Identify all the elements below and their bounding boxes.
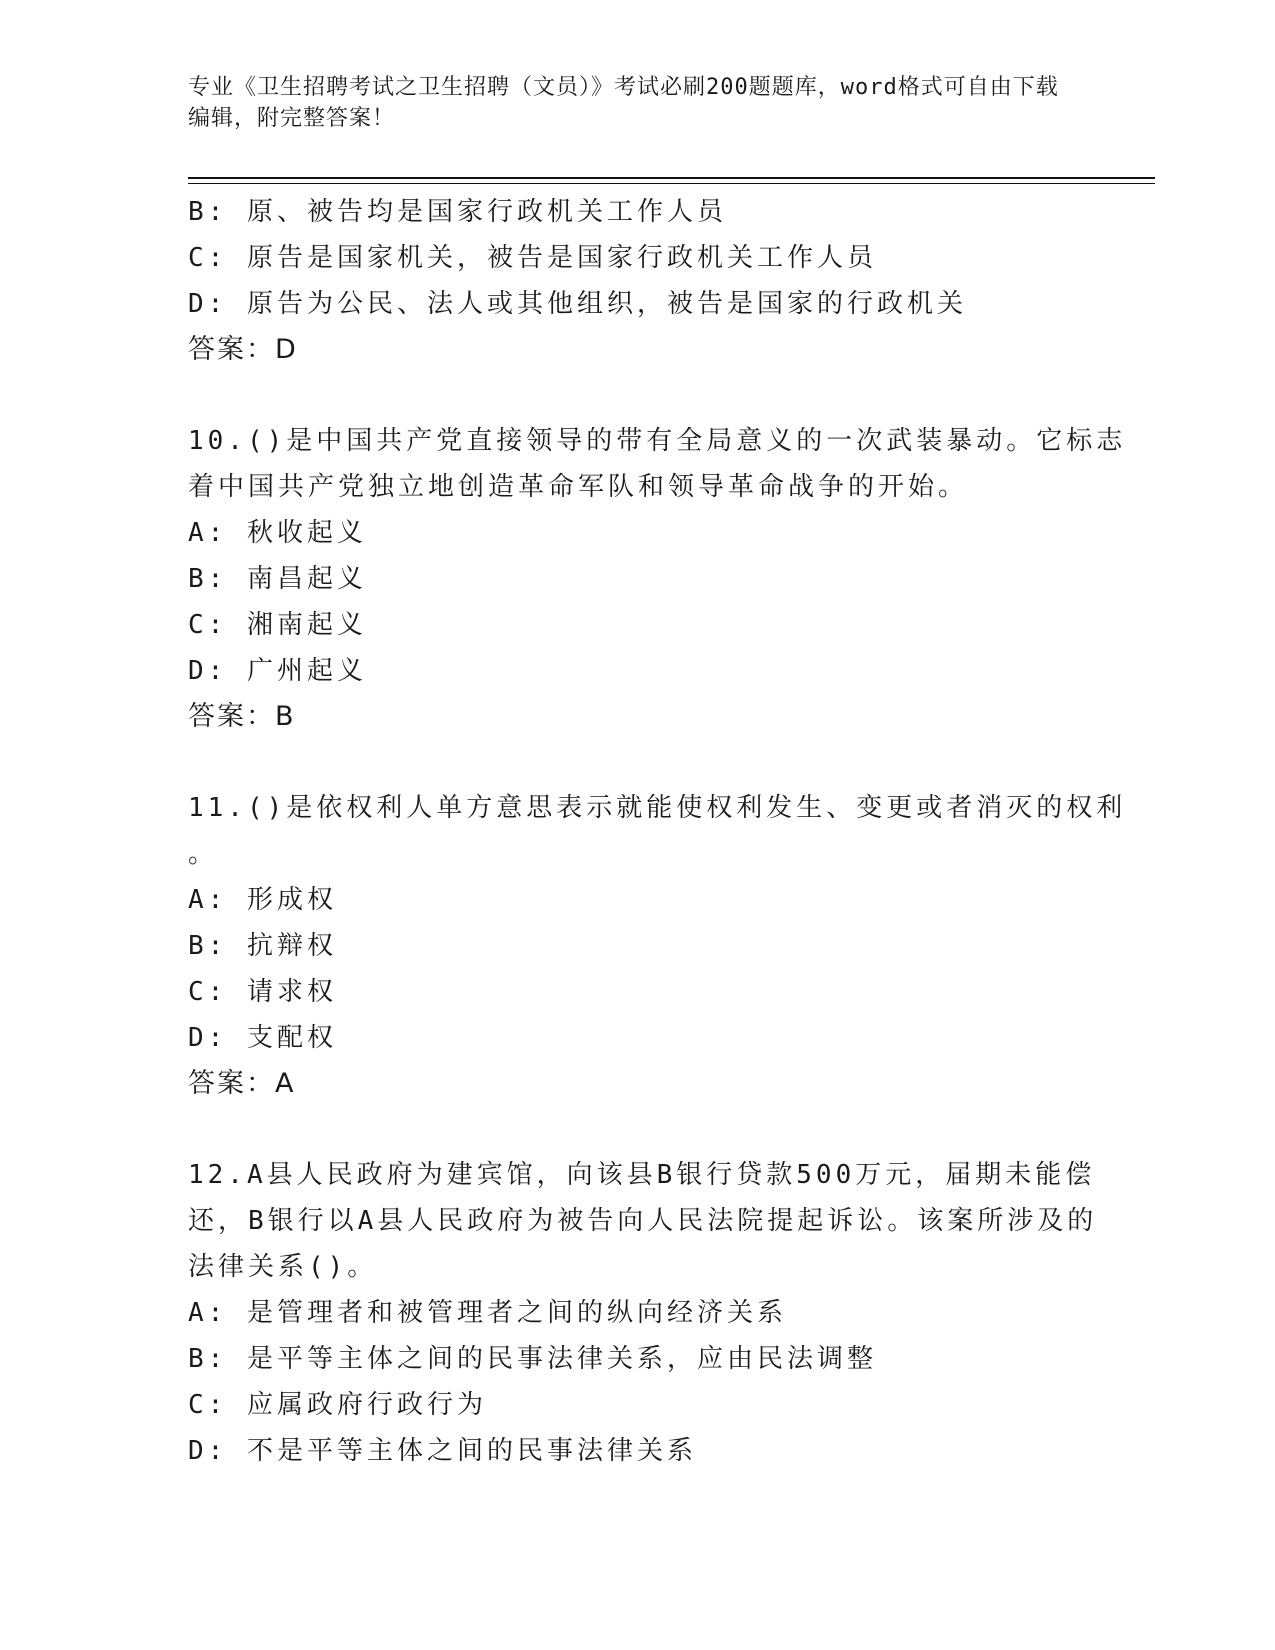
- question-12: [188, 1152, 1098, 1474]
- header-rule-thin: [188, 183, 1155, 184]
- option-b: B: 南昌起义: [188, 564, 367, 594]
- option-b: B: 原、被告均是国家行政机关工作人员: [188, 197, 727, 227]
- answer-line: 答案：B: [188, 701, 296, 732]
- question-stem-line: 法律关系()。: [188, 1252, 378, 1282]
- option-a: A: 形成权: [188, 885, 337, 915]
- option-a: A: 是管理者和被管理者之间的纵向经济关系: [188, 1298, 787, 1328]
- document-header: 专业《卫生招聘考试之卫生招聘（文员）》考试必刷200题题库，word格式可自由下载编辑，附完整答案！: [188, 75, 1059, 131]
- question-stem-line: 10.()是中国共产党直接领导的带有全局意义的一次武装暴动。它标志: [188, 426, 1127, 456]
- question-11: [188, 785, 1127, 1107]
- option-d: D: 广州起义: [188, 656, 367, 686]
- option-c: C: 原告是国家机关，被告是国家行政机关工作人员: [188, 243, 877, 273]
- option-c: C: 请求权: [188, 977, 337, 1007]
- question-10: [188, 418, 1127, 740]
- answer-line: 答案：A: [188, 1068, 296, 1099]
- header-rule-thick: [188, 177, 1155, 179]
- question-stem-line: 着中国共产党独立地创造革命军队和领导革命战争的开始。: [188, 472, 969, 502]
- option-d: D: 不是平等主体之间的民事法律关系: [188, 1436, 697, 1466]
- option-c: C: 应属政府行政行为: [188, 1390, 487, 1420]
- question-list: [188, 189, 1127, 1474]
- question-stem-line: 11.()是依权利人单方意思表示就能使权利发生、变更或者消灭的权利: [188, 793, 1127, 823]
- option-d: D: 支配权: [188, 1023, 337, 1053]
- option-a: A: 秋收起义: [188, 518, 367, 548]
- question-stem-line: 还，B银行以A县人民政府为被告向人民法院提起诉讼。该案所涉及的: [188, 1206, 1098, 1236]
- option-b: B: 抗辩权: [188, 931, 337, 961]
- option-b: B: 是平等主体之间的民事法律关系，应由民法调整: [188, 1344, 877, 1374]
- option-d: D: 原告为公民、法人或其他组织，被告是国家的行政机关: [188, 289, 967, 319]
- option-c: C: 湘南起义: [188, 610, 367, 640]
- answer-line: 答案：D: [188, 334, 298, 365]
- question-stem-line: 。: [188, 839, 219, 869]
- question-9-tail: [188, 189, 1078, 373]
- question-stem-line: 12.A县人民政府为建宾馆，向该县B银行贷款500万元，届期未能偿: [188, 1160, 1096, 1190]
